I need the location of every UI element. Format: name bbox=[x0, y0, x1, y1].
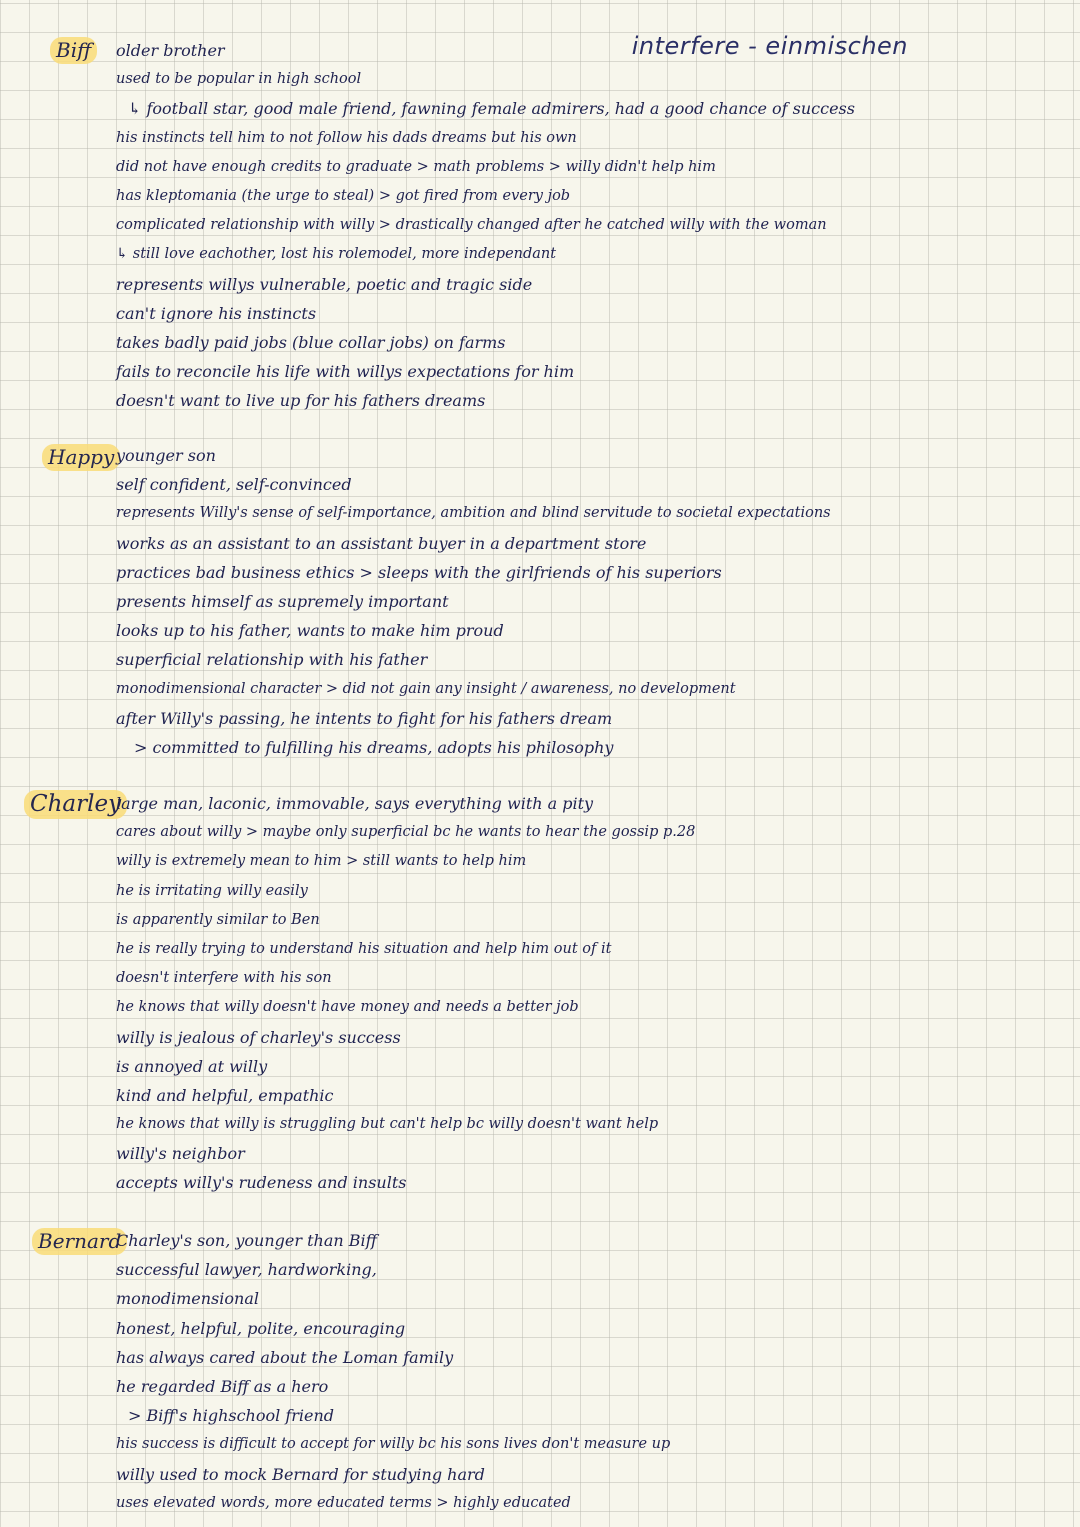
note-line: large man, laconic, immovable, says everything with a pity bbox=[116, 794, 594, 813]
character-name-happy: Happy bbox=[42, 444, 120, 471]
note-line: > committed to fulfilling his dreams, adopts his philosophy bbox=[134, 737, 614, 757]
note-line: successful lawyer, hardworking, bbox=[116, 1260, 377, 1280]
biff-notes bbox=[116, 36, 855, 415]
note-line: after Willy's passing, he intents to fight for his fathers dream bbox=[116, 708, 613, 728]
note-line: his success is difficult to accept for willy bc his sons lives don't measure up bbox=[116, 1436, 671, 1453]
bernard-notes bbox=[116, 1226, 670, 1518]
note-line: ↳ still love eachother, lost his rolemodel, more independant bbox=[116, 246, 557, 263]
note-line: practices bad business ethics > sleeps with the girlfriends of his superiors bbox=[116, 562, 722, 582]
note-line: he knows that willy is struggling but can't help bc willy doesn't want help bbox=[116, 1116, 659, 1133]
note-line: is annoyed at willy bbox=[116, 1056, 268, 1076]
character-name-charley: Charley bbox=[24, 790, 127, 819]
note-line: takes badly paid jobs (blue collar jobs) on farms bbox=[116, 332, 506, 352]
note-line: doesn't want to live up for his fathers dreams bbox=[116, 391, 486, 411]
note-line: willy's neighbor bbox=[116, 1144, 245, 1164]
vocabulary-note: interfere - einmischen bbox=[631, 32, 908, 60]
note-line: he knows that willy doesn't have money and needs a better job bbox=[116, 999, 579, 1016]
note-line: looks up to his father, wants to make him proud bbox=[116, 621, 504, 641]
note-line: uses elevated words, more educated terms > highly educated bbox=[116, 1494, 571, 1511]
note-line: monodimensional bbox=[116, 1289, 259, 1309]
note-line: > Biff's highschool friend bbox=[128, 1406, 335, 1426]
note-line: has kleptomania (the urge to steal) > got fired from every job bbox=[116, 187, 571, 204]
note-line: presents himself as supremely important bbox=[116, 591, 449, 611]
note-line: can't ignore his instincts bbox=[116, 303, 317, 323]
note-line: represents Willy's sense of self-importance, ambition and blind servitude to societal expectations bbox=[116, 505, 831, 522]
note-line: superficial relationship with his father bbox=[116, 650, 428, 670]
note-line: cares about willy > maybe only superficial bc he wants to hear the gossip p.28 bbox=[116, 824, 696, 841]
note-line: works as an assistant to an assistant buyer in a department store bbox=[116, 533, 647, 553]
note-line: his instincts tell him to not follow his dads dreams but his own bbox=[116, 129, 577, 146]
note-line: kind and helpful, empathic bbox=[116, 1085, 334, 1105]
note-line: older brother bbox=[116, 41, 225, 60]
note-line: represents willys vulnerable, poetic and tragic side bbox=[116, 274, 533, 294]
character-name-biff: Biff bbox=[50, 37, 97, 64]
note-line: fails to reconcile his life with willys expectations for him bbox=[116, 362, 575, 382]
note-line: he is irritating willy easily bbox=[116, 882, 308, 899]
note-line: willy is extremely mean to him > still wants to help him bbox=[116, 853, 527, 870]
note-line: willy used to mock Bernard for studying hard bbox=[116, 1464, 485, 1484]
note-line: honest, helpful, polite, encouraging bbox=[116, 1318, 406, 1338]
note-line: doesn't interfere with his son bbox=[116, 970, 332, 987]
note-line: complicated relationship with willy > drastically changed after he catched willy with the woman bbox=[116, 217, 827, 234]
note-line: did not have enough credits to graduate > math problems > willy didn't help him bbox=[116, 158, 716, 175]
note-line: Charley's son, younger than Biff bbox=[116, 1231, 377, 1250]
note-line: has always cared about the Loman family bbox=[116, 1347, 454, 1367]
note-line: used to be popular in high school bbox=[116, 71, 362, 88]
character-name-bernard: Bernard bbox=[32, 1228, 127, 1255]
note-line: is apparently similar to Ben bbox=[116, 911, 320, 928]
note-line: ↳ football star, good male friend, fawning female admirers, had a good chance of success bbox=[128, 99, 855, 119]
note-line: he is really trying to understand his situation and help him out of it bbox=[116, 940, 612, 957]
note-line: he regarded Biff as a hero bbox=[116, 1376, 329, 1396]
note-line: monodimensional character > did not gain any insight / awareness, no development bbox=[116, 680, 736, 697]
note-line: younger son bbox=[116, 446, 216, 465]
note-line: willy is jealous of charley's success bbox=[116, 1027, 401, 1047]
happy-notes bbox=[116, 441, 831, 762]
note-line: self confident, self-convinced bbox=[116, 475, 352, 495]
charley-notes bbox=[116, 789, 695, 1198]
note-line: accepts willy's rudeness and insults bbox=[116, 1173, 407, 1193]
